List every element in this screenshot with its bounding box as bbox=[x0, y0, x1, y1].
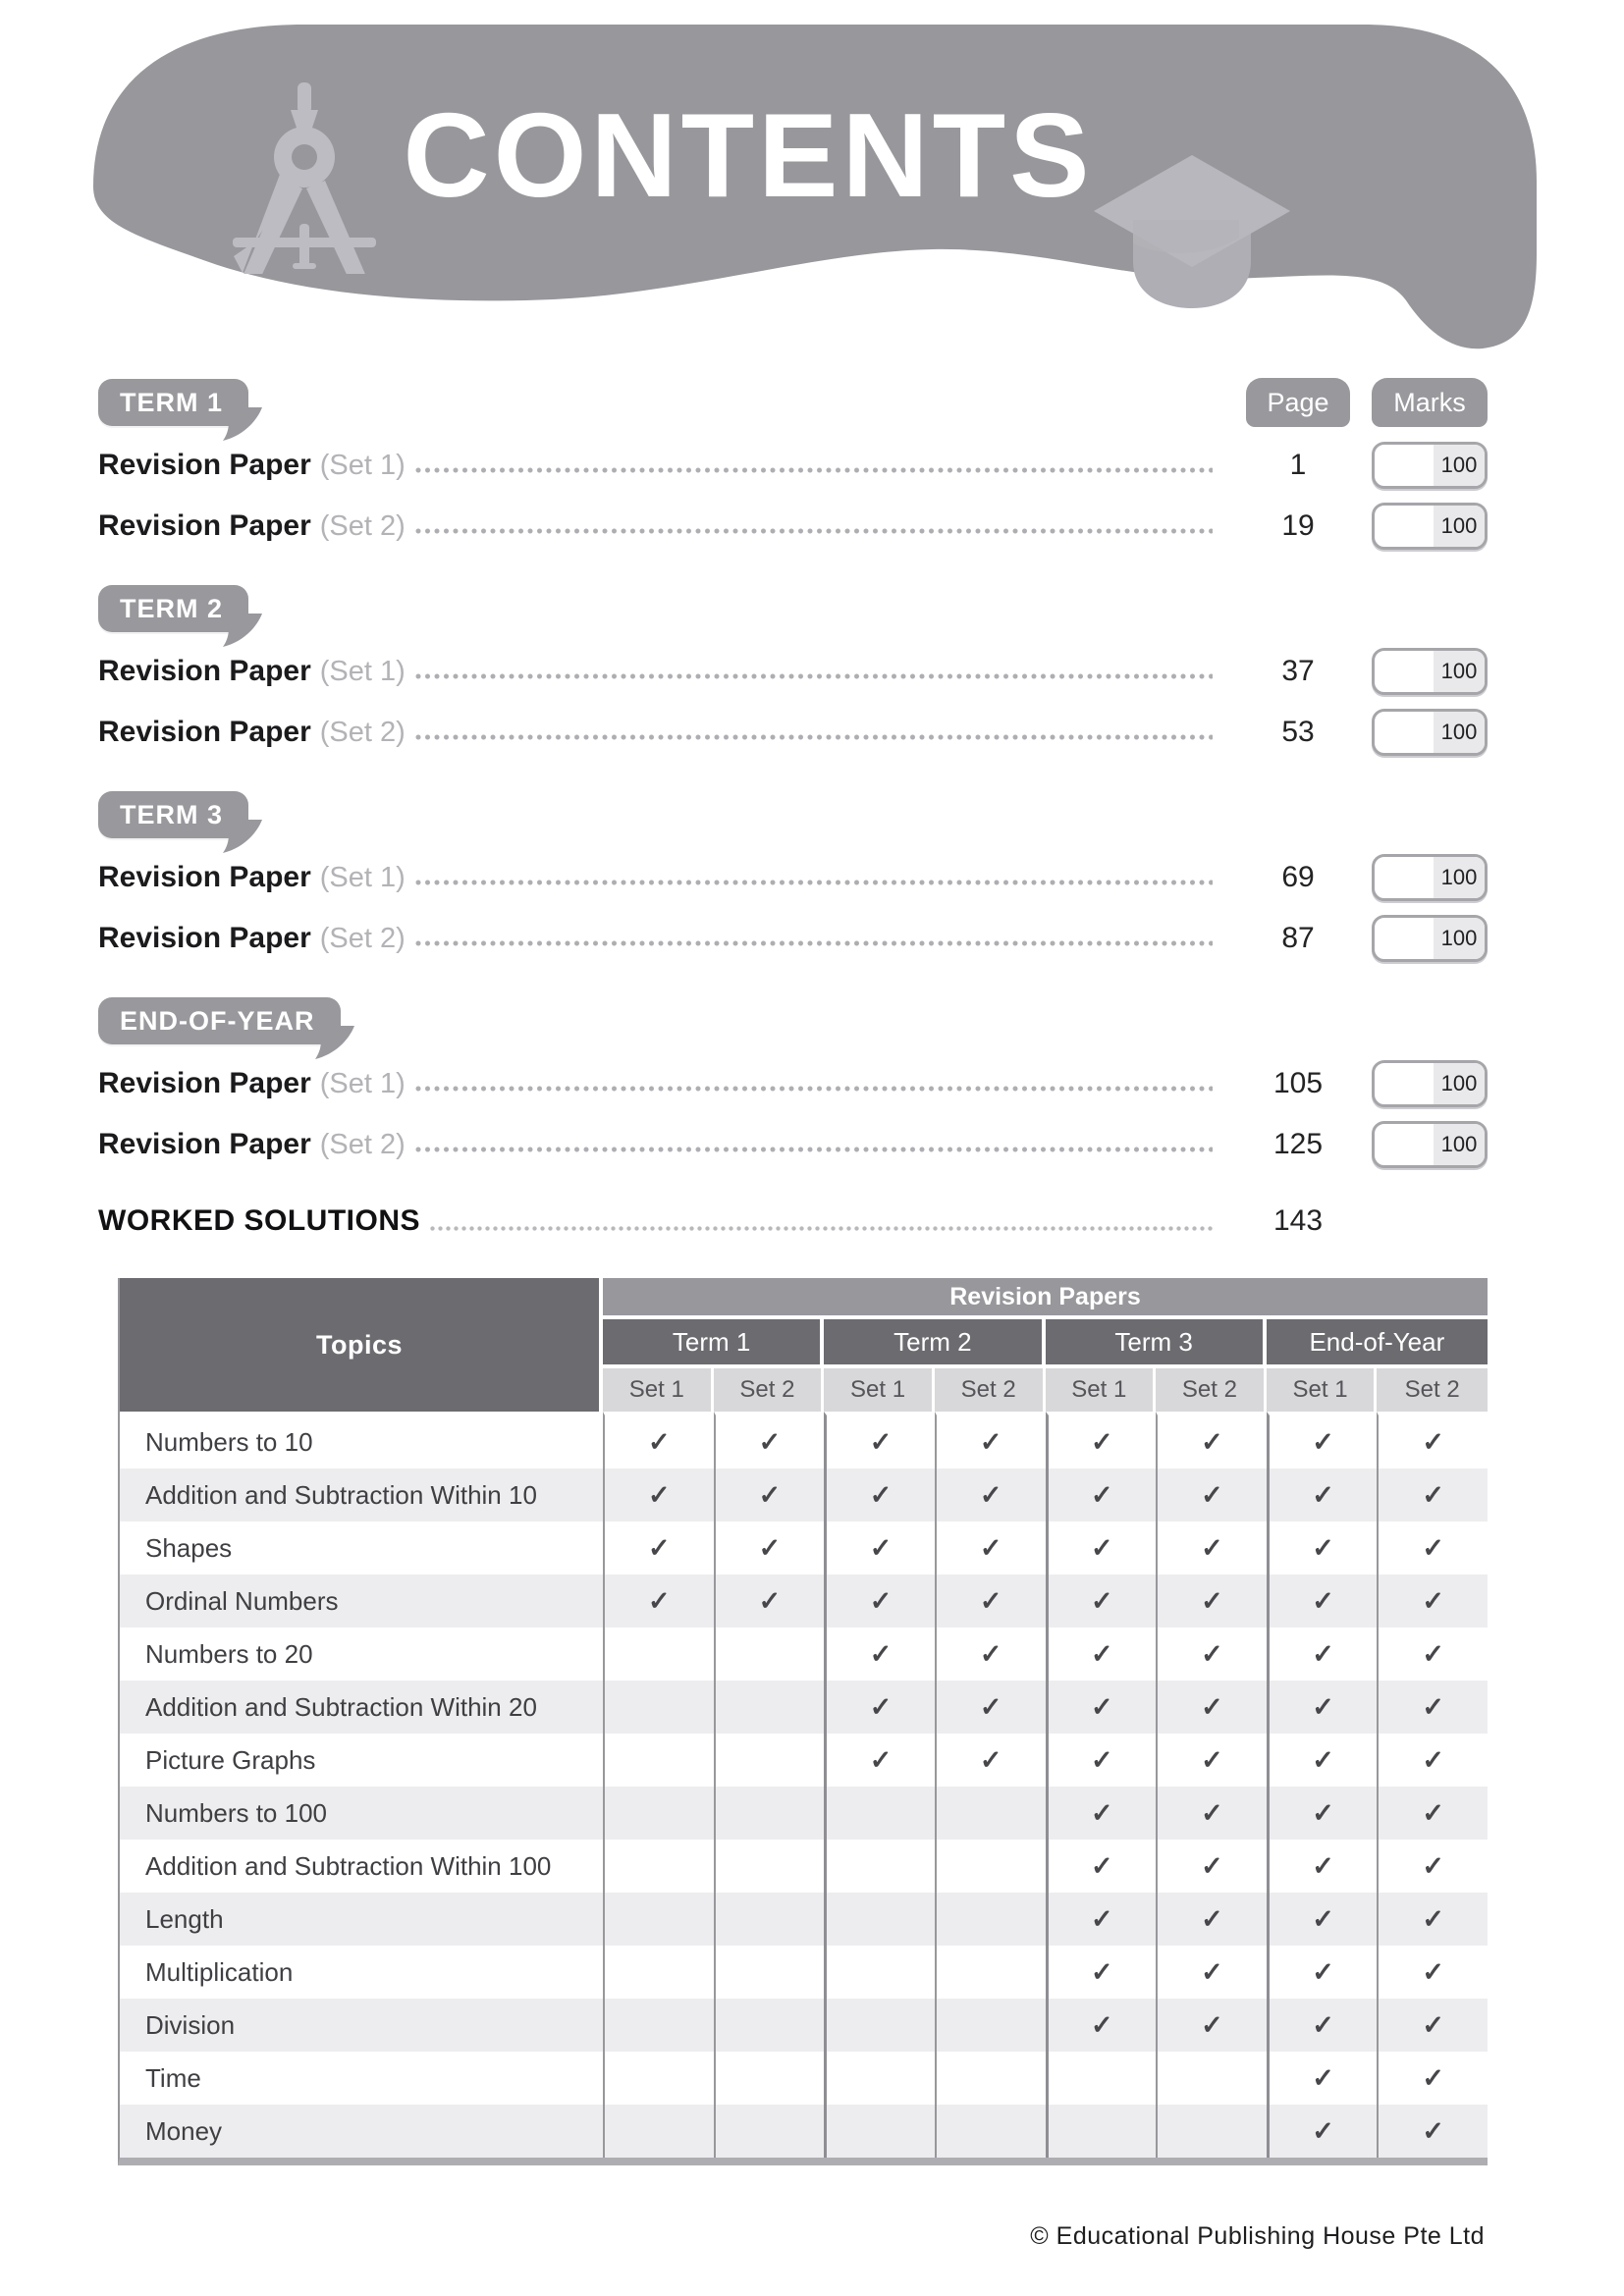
check-cell: ✓ bbox=[1267, 1681, 1378, 1734]
check-cell: ✓ bbox=[1156, 1468, 1267, 1522]
dot-leader bbox=[415, 880, 1213, 885]
check-cell: ✓ bbox=[1377, 1893, 1488, 1946]
check-cell: ✓ bbox=[1267, 1522, 1378, 1575]
check-cell: ✓ bbox=[1156, 1787, 1267, 1840]
topics-header: Topics bbox=[120, 1278, 603, 1412]
toc-section-row bbox=[98, 377, 1488, 428]
check-cell: ✓ bbox=[1267, 1734, 1378, 1787]
check-cell: ✓ bbox=[1267, 1412, 1378, 1468]
marks-box bbox=[1372, 1060, 1488, 1107]
check-cell: ✓ bbox=[1046, 1522, 1157, 1575]
check-cell bbox=[603, 1840, 714, 1893]
topic-row bbox=[120, 1840, 1488, 1893]
entry-title: Revision Paper bbox=[98, 861, 311, 893]
check-cell: ✓ bbox=[935, 1681, 1046, 1734]
marks-box bbox=[1372, 854, 1488, 901]
check-cell: ✓ bbox=[1156, 1734, 1267, 1787]
section-badge-label: TERM 2 bbox=[120, 593, 224, 623]
check-cell bbox=[603, 1893, 714, 1946]
topic-row bbox=[120, 2105, 1488, 2158]
section-badge bbox=[98, 585, 248, 632]
entry-subtitle: (Set 1) bbox=[319, 861, 406, 893]
entry-title: Revision Paper bbox=[98, 449, 311, 481]
dot-leader bbox=[415, 940, 1213, 946]
toc-entry bbox=[98, 1060, 1488, 1107]
topic-row bbox=[120, 1787, 1488, 1840]
topic-cell: Addition and Subtraction Within 20 bbox=[120, 1681, 603, 1734]
section-badge bbox=[98, 379, 248, 426]
check-cell: ✓ bbox=[1046, 1628, 1157, 1681]
check-cell bbox=[935, 1787, 1046, 1840]
check-cell bbox=[935, 1946, 1046, 1999]
check-cell: ✓ bbox=[1267, 1575, 1378, 1628]
check-cell bbox=[714, 1893, 825, 1946]
revision-papers-header: Revision Papers bbox=[603, 1278, 1488, 1315]
check-cell: ✓ bbox=[1156, 1412, 1267, 1468]
topic-row bbox=[120, 1734, 1488, 1787]
entry-page-number: 1 bbox=[1289, 449, 1307, 481]
check-cell: ✓ bbox=[1377, 2052, 1488, 2105]
topic-row bbox=[120, 1999, 1488, 2052]
topic-row bbox=[120, 1893, 1488, 1946]
check-cell: ✓ bbox=[603, 1412, 714, 1468]
check-cell: ✓ bbox=[1267, 1628, 1378, 1681]
check-cell bbox=[1156, 2105, 1267, 2158]
check-cell bbox=[1046, 2052, 1157, 2105]
badge-tail bbox=[223, 614, 262, 647]
check-cell: ✓ bbox=[1377, 1681, 1488, 1734]
dot-leader bbox=[415, 1147, 1213, 1152]
topic-row bbox=[120, 1628, 1488, 1681]
check-cell bbox=[824, 1999, 935, 2052]
check-cell bbox=[714, 2052, 825, 2105]
topics-table bbox=[120, 1278, 1488, 2158]
entry-title: Revision Paper bbox=[98, 922, 311, 954]
entry-page-number: 87 bbox=[1281, 922, 1315, 954]
badge-tail bbox=[223, 407, 262, 441]
check-cell: ✓ bbox=[1046, 1787, 1157, 1840]
check-cell bbox=[714, 2105, 825, 2158]
check-cell bbox=[714, 1628, 825, 1681]
entry-subtitle: (Set 1) bbox=[319, 1067, 406, 1099]
check-cell: ✓ bbox=[1046, 1412, 1157, 1468]
check-cell: ✓ bbox=[824, 1681, 935, 1734]
toc-entry bbox=[98, 854, 1488, 901]
entry-subtitle: (Set 1) bbox=[319, 449, 406, 481]
check-cell: ✓ bbox=[1377, 1734, 1488, 1787]
check-cell bbox=[714, 1681, 825, 1734]
check-cell: ✓ bbox=[1046, 1734, 1157, 1787]
entry-title: Revision Paper bbox=[98, 509, 311, 542]
check-cell: ✓ bbox=[1046, 1468, 1157, 1522]
check-cell: ✓ bbox=[1267, 1999, 1378, 2052]
set-header: Set 1 bbox=[1267, 1364, 1378, 1412]
toc-section-row bbox=[98, 583, 1488, 634]
topic-row bbox=[120, 2052, 1488, 2105]
entry-subtitle: (Set 2) bbox=[319, 922, 406, 954]
worked-solutions-row bbox=[98, 1200, 1488, 1243]
topic-row bbox=[120, 1681, 1488, 1734]
check-cell bbox=[603, 1681, 714, 1734]
marks-box bbox=[1372, 442, 1488, 489]
topic-cell: Picture Graphs bbox=[145, 1744, 316, 1775]
topics-matrix bbox=[118, 1278, 1488, 2165]
page-column-badge: Page bbox=[1246, 378, 1350, 427]
check-cell: ✓ bbox=[935, 1522, 1046, 1575]
toc-section-row bbox=[98, 995, 1488, 1046]
marks-value: 100 bbox=[1434, 506, 1485, 547]
worked-solutions-page-number: 143 bbox=[1272, 1204, 1324, 1237]
topic-cell: Addition and Subtraction Within 10 bbox=[120, 1468, 603, 1522]
set-header: Set 2 bbox=[714, 1364, 825, 1412]
topic-cell: Shapes bbox=[145, 1532, 233, 1563]
check-cell: ✓ bbox=[1156, 1575, 1267, 1628]
marks-value: 100 bbox=[1434, 857, 1485, 898]
check-cell: ✓ bbox=[1377, 1999, 1488, 2052]
dot-leader bbox=[415, 467, 1213, 473]
topic-cell: Length bbox=[120, 1893, 603, 1946]
set-header: Set 2 bbox=[1156, 1364, 1267, 1412]
check-cell bbox=[714, 1946, 825, 1999]
check-cell bbox=[935, 1840, 1046, 1893]
entry-subtitle: (Set 2) bbox=[319, 716, 406, 748]
topic-cell: Money bbox=[120, 2105, 603, 2158]
check-cell: ✓ bbox=[1267, 1468, 1378, 1522]
check-cell bbox=[714, 1787, 825, 1840]
check-cell bbox=[824, 1840, 935, 1893]
dot-leader bbox=[415, 528, 1213, 534]
check-cell: ✓ bbox=[1377, 1787, 1488, 1840]
check-cell: ✓ bbox=[603, 1575, 714, 1628]
check-cell: ✓ bbox=[1046, 1999, 1157, 2052]
check-cell: ✓ bbox=[1267, 1787, 1378, 1840]
topic-cell: Multiplication bbox=[145, 1956, 294, 1987]
topic-cell: Numbers to 20 bbox=[145, 1638, 313, 1669]
term-group-header: Term 1 bbox=[603, 1315, 824, 1364]
check-cell bbox=[824, 2052, 935, 2105]
dot-leader bbox=[415, 1086, 1213, 1092]
toc-entry bbox=[98, 1121, 1488, 1168]
marks-value: 100 bbox=[1434, 1063, 1485, 1104]
badge-tail bbox=[315, 1026, 354, 1059]
topic-row bbox=[120, 1468, 1488, 1522]
check-cell: ✓ bbox=[824, 1628, 935, 1681]
check-cell: ✓ bbox=[1046, 1946, 1157, 1999]
toc-entry bbox=[98, 709, 1488, 756]
check-cell: ✓ bbox=[1156, 1840, 1267, 1893]
set-header: Set 1 bbox=[603, 1364, 714, 1412]
check-cell: ✓ bbox=[1377, 1840, 1488, 1893]
dot-leader bbox=[430, 1226, 1213, 1231]
check-cell: ✓ bbox=[603, 1522, 714, 1575]
check-cell bbox=[603, 1946, 714, 1999]
check-cell: ✓ bbox=[1267, 2052, 1378, 2105]
check-cell bbox=[935, 1893, 1046, 1946]
topic-cell: Time bbox=[145, 2062, 201, 2093]
set-header: Set 1 bbox=[824, 1364, 935, 1412]
check-cell bbox=[603, 1734, 714, 1787]
section-badge bbox=[98, 791, 248, 838]
check-cell: ✓ bbox=[935, 1734, 1046, 1787]
check-cell: ✓ bbox=[1267, 2105, 1378, 2158]
term-group-header: Term 2 bbox=[824, 1315, 1045, 1364]
check-cell bbox=[714, 1840, 825, 1893]
marks-value: 100 bbox=[1434, 712, 1485, 753]
marks-box bbox=[1372, 915, 1488, 962]
entry-title: Revision Paper bbox=[98, 716, 311, 748]
check-cell: ✓ bbox=[935, 1412, 1046, 1468]
header-banner bbox=[0, 0, 1624, 361]
check-cell bbox=[824, 2105, 935, 2158]
check-cell: ✓ bbox=[824, 1522, 935, 1575]
section-badge-label: END-OF-YEAR bbox=[120, 1005, 315, 1036]
check-cell bbox=[935, 2052, 1046, 2105]
entry-page-number: 69 bbox=[1281, 861, 1315, 893]
marks-value: 100 bbox=[1434, 445, 1485, 486]
check-cell bbox=[824, 1893, 935, 1946]
toc-entry bbox=[98, 648, 1488, 695]
check-cell: ✓ bbox=[1377, 1628, 1488, 1681]
check-cell: ✓ bbox=[1046, 1893, 1157, 1946]
check-cell: ✓ bbox=[824, 1575, 935, 1628]
check-cell: ✓ bbox=[714, 1522, 825, 1575]
marks-box bbox=[1372, 709, 1488, 756]
entry-page-number: 125 bbox=[1272, 1128, 1324, 1160]
entry-subtitle: (Set 2) bbox=[319, 509, 406, 542]
worked-solutions-title: WORKED SOLUTIONS bbox=[98, 1204, 420, 1237]
check-cell: ✓ bbox=[1156, 1522, 1267, 1575]
check-cell: ✓ bbox=[1046, 1681, 1157, 1734]
check-cell: ✓ bbox=[1267, 1893, 1378, 1946]
topic-row bbox=[120, 1946, 1488, 1999]
topic-cell: Division bbox=[120, 1999, 603, 2052]
section-badge-label: TERM 3 bbox=[120, 799, 224, 829]
check-cell bbox=[603, 1628, 714, 1681]
section-badge-label: TERM 1 bbox=[120, 387, 224, 417]
dot-leader bbox=[415, 673, 1213, 679]
topic-cell: Addition and Subtraction Within 100 bbox=[145, 1850, 552, 1881]
entry-subtitle: (Set 1) bbox=[319, 655, 406, 687]
check-cell bbox=[603, 1999, 714, 2052]
topic-cell: Numbers to 10 bbox=[120, 1412, 603, 1468]
marks-column-badge: Marks bbox=[1372, 378, 1488, 427]
marks-box bbox=[1372, 503, 1488, 550]
drafting-compass-icon bbox=[232, 82, 379, 274]
check-cell bbox=[824, 1787, 935, 1840]
check-cell: ✓ bbox=[1377, 1468, 1488, 1522]
toc-entry bbox=[98, 503, 1488, 550]
toc-entry bbox=[98, 915, 1488, 962]
check-cell: ✓ bbox=[1156, 1893, 1267, 1946]
term-group-header: Term 3 bbox=[1046, 1315, 1267, 1364]
check-cell: ✓ bbox=[1156, 1946, 1267, 1999]
check-cell bbox=[603, 2052, 714, 2105]
check-cell: ✓ bbox=[714, 1575, 825, 1628]
check-cell bbox=[603, 2105, 714, 2158]
entry-subtitle: (Set 2) bbox=[319, 1128, 406, 1160]
set-header: Set 2 bbox=[1377, 1364, 1488, 1412]
page-title: CONTENTS bbox=[403, 88, 1094, 222]
check-cell: ✓ bbox=[824, 1412, 935, 1468]
copyright-notice: © Educational Publishing House Pte Ltd bbox=[1030, 2222, 1485, 2250]
topic-cell: Numbers to 100 bbox=[120, 1787, 603, 1840]
toc-section-row bbox=[98, 789, 1488, 840]
topic-row bbox=[120, 1522, 1488, 1575]
check-cell: ✓ bbox=[1156, 1681, 1267, 1734]
check-cell: ✓ bbox=[1377, 1575, 1488, 1628]
check-cell: ✓ bbox=[824, 1468, 935, 1522]
entry-title: Revision Paper bbox=[98, 655, 311, 687]
entry-page-number: 19 bbox=[1281, 509, 1315, 542]
topic-cell: Ordinal Numbers bbox=[120, 1575, 603, 1628]
topic-row bbox=[120, 1575, 1488, 1628]
check-cell: ✓ bbox=[1046, 1840, 1157, 1893]
check-cell: ✓ bbox=[824, 1734, 935, 1787]
check-cell bbox=[714, 1734, 825, 1787]
check-cell: ✓ bbox=[714, 1468, 825, 1522]
check-cell: ✓ bbox=[1267, 1946, 1378, 1999]
check-cell: ✓ bbox=[603, 1468, 714, 1522]
check-cell: ✓ bbox=[1377, 1412, 1488, 1468]
topic-row bbox=[120, 1412, 1488, 1468]
set-header: Set 2 bbox=[935, 1364, 1046, 1412]
set-header: Set 1 bbox=[1046, 1364, 1157, 1412]
check-cell: ✓ bbox=[1267, 1840, 1378, 1893]
check-cell: ✓ bbox=[935, 1575, 1046, 1628]
toc-entry bbox=[98, 442, 1488, 489]
entry-page-number: 105 bbox=[1272, 1067, 1324, 1099]
marks-value: 100 bbox=[1434, 1124, 1485, 1165]
check-cell: ✓ bbox=[935, 1628, 1046, 1681]
check-cell bbox=[1046, 2105, 1157, 2158]
check-cell: ✓ bbox=[1046, 1575, 1157, 1628]
marks-value: 100 bbox=[1434, 918, 1485, 959]
check-cell bbox=[935, 1999, 1046, 2052]
entry-title: Revision Paper bbox=[98, 1067, 311, 1099]
check-cell: ✓ bbox=[935, 1468, 1046, 1522]
graduation-cap-icon bbox=[1092, 155, 1294, 312]
check-cell bbox=[603, 1787, 714, 1840]
check-cell: ✓ bbox=[1156, 1628, 1267, 1681]
check-cell bbox=[1156, 2052, 1267, 2105]
entry-title: Revision Paper bbox=[98, 1128, 311, 1160]
check-cell: ✓ bbox=[714, 1412, 825, 1468]
check-cell bbox=[714, 1999, 825, 2052]
entry-page-number: 53 bbox=[1281, 716, 1315, 748]
check-cell: ✓ bbox=[1156, 1999, 1267, 2052]
dot-leader bbox=[415, 734, 1213, 740]
check-cell bbox=[824, 1946, 935, 1999]
marks-box bbox=[1372, 1121, 1488, 1168]
section-badge bbox=[98, 997, 341, 1044]
entry-page-number: 37 bbox=[1281, 655, 1315, 687]
marks-box bbox=[1372, 648, 1488, 695]
check-cell: ✓ bbox=[1377, 1946, 1488, 1999]
check-cell: ✓ bbox=[1377, 1522, 1488, 1575]
check-cell bbox=[935, 2105, 1046, 2158]
badge-tail bbox=[223, 820, 262, 853]
term-group-header: End-of-Year bbox=[1267, 1315, 1488, 1364]
marks-value: 100 bbox=[1434, 651, 1485, 692]
table-of-contents bbox=[98, 377, 1488, 1168]
check-cell: ✓ bbox=[1377, 2105, 1488, 2158]
